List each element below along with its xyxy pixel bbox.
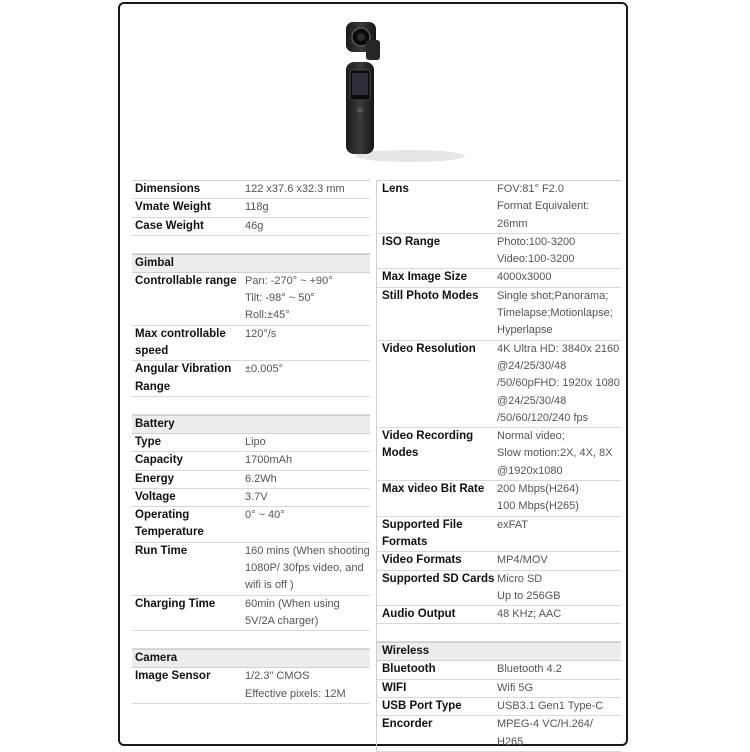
- spec-row-still-photo-modes: [377, 288, 621, 341]
- spec-row-max-video-bit-rate: [377, 481, 621, 517]
- spec-value: Bluetooth 4.2: [497, 663, 562, 676]
- spec-label: Max video Bit Rate: [382, 483, 485, 496]
- spec-label: Charging Time: [135, 597, 216, 610]
- spec-row-operating-temperature: [132, 507, 370, 543]
- section-spacer: [132, 236, 370, 254]
- spec-label: Operating Temperature: [135, 509, 204, 539]
- spec-label: Max controllable speed: [135, 327, 226, 358]
- spec-value: Photo:100-3200 Video:100-3200: [497, 235, 576, 266]
- spec-row-supported-file-formats: [377, 517, 621, 553]
- camera-product-image: [340, 18, 480, 168]
- section-header-camera: Camera: [132, 649, 370, 668]
- spec-row-image-sensor: [132, 668, 370, 704]
- spec-label: Run Time: [135, 544, 188, 557]
- spec-row-usb-port-type: [377, 698, 621, 716]
- spec-value: 46g: [245, 219, 264, 232]
- spec-row-video-recording-modes: [377, 428, 621, 481]
- spec-row-max-controllable-speed: [132, 326, 370, 362]
- spec-label: Encorder: [382, 718, 433, 731]
- spec-row-supported-sd-cards: [377, 571, 621, 607]
- spec-value: 60min (When using 5V/2A charger): [245, 597, 340, 627]
- spec-label: Max Image Size: [382, 271, 468, 284]
- spec-value: MPEG-4 VC/H.264/ H265: [497, 718, 593, 748]
- spec-label: Voltage: [135, 490, 176, 503]
- left-spec-column: [132, 180, 370, 704]
- spec-label: Type: [135, 435, 161, 448]
- spec-row-run-time: [132, 543, 370, 596]
- spec-row-max-image-size: [377, 269, 621, 287]
- spec-value: 120°/s: [245, 327, 277, 340]
- spec-label: Vmate Weight: [135, 201, 211, 214]
- spec-value: 160 mins (When shooting 1080P/ 30fps video, and wifi is off ): [245, 544, 370, 592]
- spec-row-charging-time: [132, 596, 370, 632]
- spec-table: [132, 180, 620, 748]
- spec-label: Controllable range: [135, 274, 237, 287]
- spec-value: Lipo: [245, 435, 266, 448]
- spec-row-angular-vibration-range: [132, 361, 370, 397]
- spec-row-iso-range: [377, 234, 621, 270]
- section-header-gimbal: Gimbal: [132, 254, 370, 273]
- spec-value: 4000x3000: [497, 271, 552, 284]
- spec-value: 118g: [245, 201, 269, 214]
- spec-value: 122 x37.6 x32.3 mm: [245, 183, 345, 195]
- spec-row-bluetooth: [377, 661, 621, 679]
- spec-row-type: [132, 434, 370, 452]
- spec-value: FOV:81° F2.0 Format Equivalent: 26mm: [497, 183, 590, 230]
- spec-label: Video Resolution: [382, 342, 476, 355]
- spec-label: Bluetooth: [382, 663, 436, 676]
- spec-row-controllable-range: [132, 273, 370, 326]
- spec-value: Normal video; Slow motion:2X, 4X, 8X @1920x1080: [497, 430, 613, 477]
- spec-value: 3.7V: [245, 490, 268, 503]
- spec-label: Supported File Formats: [382, 518, 463, 548]
- spec-value: 1/2.3" CMOS Effective pixels: 12M: [245, 670, 346, 700]
- spec-value: 6.2Wh: [245, 472, 277, 485]
- section-header-battery: Battery: [132, 415, 370, 434]
- section-spacer: [132, 631, 370, 649]
- spec-row-energy: [132, 471, 370, 489]
- spec-label: Still Photo Modes: [382, 289, 479, 302]
- spec-row-dimensions: [132, 181, 370, 199]
- spec-row-wifi: [377, 680, 621, 698]
- spec-row-video-formats: [377, 552, 621, 570]
- spec-row-video-resolution: [377, 341, 621, 428]
- spec-label: Capacity: [135, 454, 183, 467]
- spec-label: Case Weight: [135, 219, 204, 232]
- spec-value: 4K Ultra HD: 3840x 2160 @24/25/30/48 /50/60pFHD: 1920x 1080 @24/25/30/48 /50/60/120/240 fps: [497, 342, 620, 424]
- section-spacer: [377, 624, 621, 642]
- spec-label: Supported SD Cards: [382, 572, 495, 585]
- spec-row-vmate-weight: [132, 199, 370, 217]
- spec-row-audio-output: [377, 606, 621, 624]
- spec-value: 1700mAh: [245, 454, 293, 467]
- spec-row-voltage: [132, 489, 370, 507]
- spec-label: Video Recording Modes: [382, 430, 474, 460]
- spec-value: 48 KHz; AAC: [497, 608, 562, 621]
- spec-value: ±0.005°: [245, 363, 283, 376]
- spec-row-encorder: [377, 716, 621, 752]
- spec-value: Micro SD Up to 256GB: [497, 572, 561, 602]
- right-spec-column: [376, 180, 621, 752]
- spec-label: USB Port Type: [382, 700, 462, 713]
- spec-row-capacity: [132, 452, 370, 470]
- spec-row-lens: [377, 181, 621, 234]
- spec-label: Video Formats: [382, 554, 462, 567]
- spec-value: 0° ~ 40°: [245, 509, 285, 522]
- spec-label: Audio Output: [382, 608, 456, 621]
- spec-label: Image Sensor: [135, 670, 211, 683]
- spec-label: Energy: [135, 472, 174, 485]
- spec-value: Pan: -270° ~ +90° Tilt: -98° ~ 50° Roll:±45°: [245, 274, 333, 322]
- spec-row-case-weight: [132, 218, 370, 236]
- spec-label: Angular Vibration Range: [135, 363, 232, 393]
- spec-value: USB3.1 Gen1 Type-C: [497, 700, 604, 713]
- spec-value: exFAT: [497, 518, 528, 531]
- spec-label: ISO Range: [382, 235, 441, 248]
- spec-label: Dimensions: [135, 183, 201, 195]
- section-header-wireless: Wireless: [377, 642, 621, 661]
- spec-value: MP4/MOV: [497, 554, 548, 567]
- spec-label: Lens: [382, 183, 409, 195]
- spec-value: Single shot;Panorama; Timelapse;Motionlapse; Hyperlapse: [497, 289, 613, 337]
- spec-value: 200 Mbps(H264) 100 Mbps(H265): [497, 483, 579, 513]
- spec-label: WIFI: [382, 681, 407, 694]
- section-spacer: [132, 397, 370, 415]
- spec-value: Wifi 5G: [497, 681, 534, 694]
